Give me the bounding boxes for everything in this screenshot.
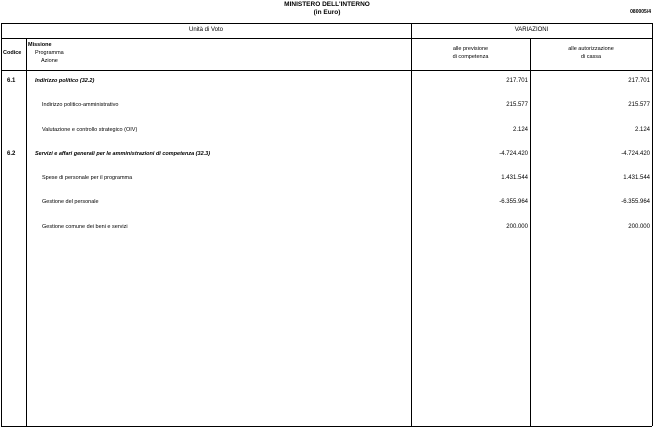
- header-variazioni: VARIAZIONI: [514, 27, 549, 33]
- row-label: Gestione comune dei beni e servizi: [42, 224, 128, 230]
- ministry-title: MINISTERO DELL'INTERNO: [284, 1, 370, 8]
- row-label: Indirizzo politico-amministrativo: [42, 102, 119, 108]
- document-code: 080005/4: [630, 9, 651, 15]
- row-codice: 6.2: [7, 151, 16, 157]
- row-competenza: 217.701: [506, 78, 528, 84]
- header-competenza-line1: alle previsione: [452, 46, 489, 52]
- row-competenza: 200.000: [506, 224, 528, 230]
- row-cassa: -4.724.420: [621, 151, 650, 157]
- row-cassa: 200.000: [628, 224, 650, 230]
- header-cassa-line2: di cassa: [580, 54, 602, 60]
- row-label: Spese di personale per il programma: [42, 175, 133, 181]
- row-competenza: 2.124: [512, 127, 528, 133]
- row-label: Servizi e affari generali per le amministrazioni di competenza (32.3): [35, 151, 211, 157]
- row-competenza: -4.724.420: [499, 151, 528, 157]
- header-codice: Codice: [3, 50, 22, 56]
- row-competenza: 1.431.544: [501, 175, 528, 181]
- row-competenza: -6.355.964: [499, 199, 528, 205]
- row-cassa: 2.124: [634, 127, 650, 133]
- header-unita-di-voto: Unità di Voto: [188, 27, 224, 33]
- row-competenza: 215.577: [506, 102, 528, 108]
- header-azione: Azione: [41, 58, 58, 64]
- row-label: Gestione del personale: [42, 199, 99, 205]
- row-label: Valutazione e controllo strategico (OIV): [42, 127, 138, 133]
- row-cassa: -6.355.964: [621, 199, 650, 205]
- header-competenza-line2: di competenza: [452, 54, 489, 60]
- header-cassa-line1: alle autorizzazione: [568, 46, 614, 52]
- header-programma: Programma: [35, 50, 64, 56]
- row-cassa: 215.577: [628, 102, 650, 108]
- row-label: Indirizzo politico (32.2): [35, 78, 95, 84]
- row-codice: 6.1: [7, 78, 16, 84]
- header-missione: Missione: [28, 42, 52, 48]
- row-cassa: 1.431.544: [623, 175, 650, 181]
- row-cassa: 217.701: [628, 78, 650, 84]
- currency-subtitle: (in Euro): [313, 9, 341, 16]
